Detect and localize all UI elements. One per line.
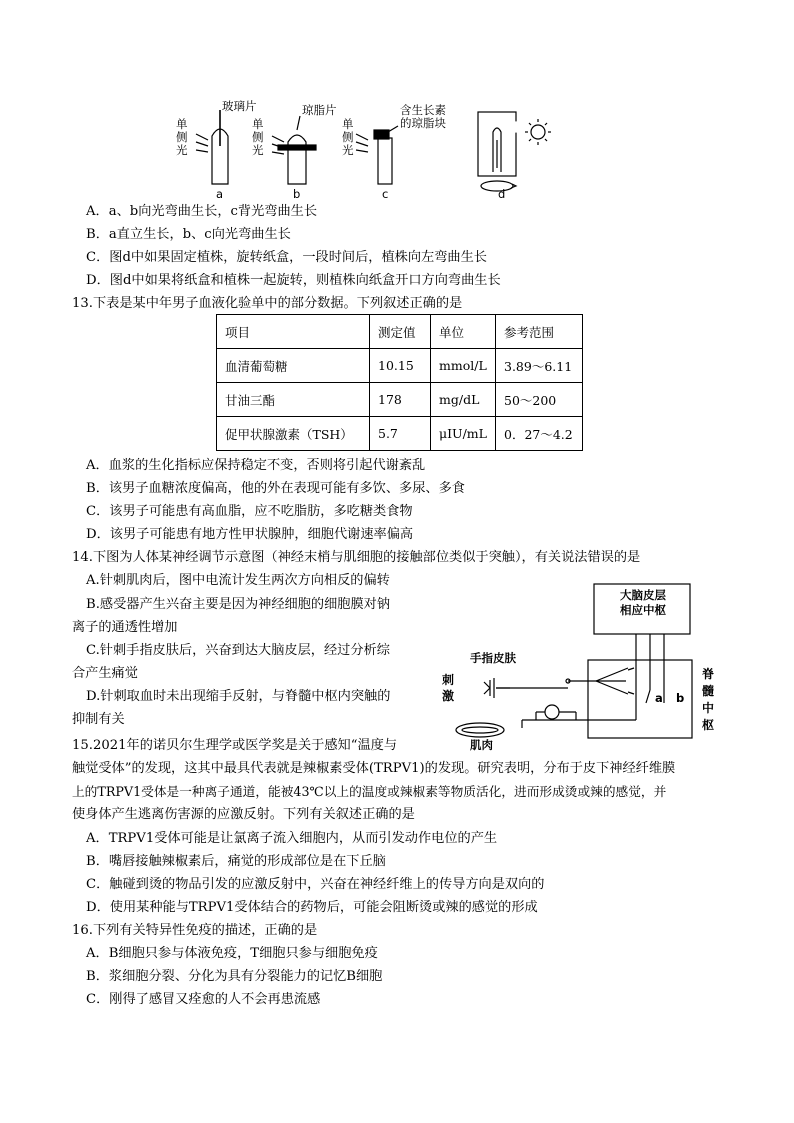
cell-item: 促甲状腺激素（TSH）: [217, 417, 370, 451]
label-muscle: 肌肉: [470, 738, 493, 752]
table-row: [217, 349, 583, 383]
q12-option-d: D．图d中如果将纸盒和植株一起旋转，则植株向纸盒开口方向弯曲生长: [86, 273, 501, 288]
q14-stem: 14.下图为人体某神经调节示意图（神经末梢与肌细胞的接触部位类似于突触），有关说法错误的是: [72, 550, 641, 565]
q16-stem: 16.下列有关特异性免疫的描述，正确的是: [72, 923, 318, 938]
q14-line-c2: 合产生痛觉: [72, 666, 138, 681]
cell-value: 10.15: [370, 349, 431, 383]
q16-option-a: A．B细胞只参与体液免疫，T细胞只参与细胞免疫: [86, 946, 378, 961]
col-unit: 单位: [431, 315, 496, 349]
q15-option-a: A．TRPV1受体可能是让氯离子流入细胞内，从而引发动作电位的产生: [86, 831, 498, 846]
label-fig-c: c: [382, 187, 389, 201]
label-a-light: 单 侧 光: [176, 117, 188, 157]
q13-option-b: B．该男子血糖浓度偏高，他的外在表现可能有多饮、多尿、多食: [86, 481, 465, 496]
label-b-light: 单 侧 光: [252, 117, 264, 157]
col-value: 测定值: [370, 315, 431, 349]
q13-option-a: A．血浆的生化指标应保持稳定不变，否则将引起代谢紊乱: [86, 458, 426, 473]
q15-option-b: B．嘴唇接触辣椒素后，痛觉的形成部位是在下丘脑: [86, 854, 386, 869]
q14-line-d2: 抑制有关: [72, 712, 125, 727]
q14-line-a: A.针刺肌肉后，图中电流计发生两次方向相反的偏转: [86, 573, 390, 588]
cell-range: 0．27～4.2: [496, 417, 583, 451]
label-skin: 手指皮肤: [470, 651, 516, 665]
q12-option-b: B．a直立生长，b、c向光弯曲生长: [86, 227, 291, 242]
nerve-diagram: [436, 578, 736, 752]
q15-option-c: C．触碰到烫的物品引发的应激反射中，兴奋在神经纤维上的传导方向是双向的: [86, 877, 545, 892]
q14-line-c: C.针刺手指皮肤后，兴奋到达大脑皮层，经过分析综: [86, 643, 390, 658]
lab-table: [216, 314, 583, 451]
label-stimulus: 刺 激: [442, 673, 455, 703]
q15-line-4: 使身体产生逃离伤害源的应激反射。下列有关叙述正确的是: [72, 807, 415, 822]
q15-line-3: 上的TRPV1受体是一种离子通道，能被43℃以上的温度或辣椒素等物质活化，进而形成烫或辣的感觉，并: [72, 784, 667, 799]
label-spinal-center: 脊 髓 中 枢: [702, 667, 715, 732]
q12-option-c: C．图d中如果固定植株，旋转纸盒，一段时间后，植株向左弯曲生长: [86, 250, 487, 265]
cell-range: 3.89～6.11: [496, 349, 583, 383]
q13-stem: 13.下表是某中年男子血液化验单中的部分数据。下列叙述正确的是: [72, 296, 463, 311]
label-c-light: 单 侧 光: [342, 117, 354, 157]
label-glass: 玻璃片: [222, 99, 257, 113]
cell-unit: mmol/L: [431, 349, 496, 383]
plant-figure: [160, 100, 560, 202]
q16-option-b: B．浆细胞分裂、分化为具有分裂能力的记忆B细胞: [86, 969, 383, 984]
col-range: 参考范围: [496, 315, 583, 349]
q15-option-d: D．使用某种能与TRPV1受体结合的药物后，可能会阻断烫或辣的感觉的形成: [86, 900, 538, 915]
cell-range: 50～200: [496, 383, 583, 417]
cell-unit: μIU/mL: [431, 417, 496, 451]
q15-line-1: 15.2021年的诺贝尔生理学或医学奖是关于感知“温度与: [72, 738, 398, 753]
label-fig-d: d: [498, 187, 506, 201]
cell-value: 5.7: [370, 417, 431, 451]
q13-option-c: C．该男子可能患有高血脂，应不吃脂肪，多吃糖类食物: [86, 504, 413, 519]
label-fig-a: a: [216, 187, 224, 201]
cell-unit: mg/dL: [431, 383, 496, 417]
q14-line-b2: 离子的通透性增加: [72, 620, 178, 635]
label-fig-b: b: [293, 187, 301, 201]
q14-line-d: D.针刺取血时未出现缩手反射，与脊髓中枢内突触的: [86, 689, 391, 704]
q12-option-a: A．a、b向光弯曲生长，c背光弯曲生长: [86, 204, 318, 219]
q14-line-b: B.感受器产生兴奋主要是因为神经细胞的细胞膜对钠: [86, 597, 391, 612]
label-block: 含生长素 的琼脂块: [400, 103, 446, 130]
q13-option-d: D．该男子可能患有地方性甲状腺肿，细胞代谢速率偏高: [86, 527, 414, 542]
q15-line-2: 触觉受体”的发现，这其中最具代表就是辣椒素受体(TRPV1)的发现。研究表明，分布于皮下神经纤维膜: [72, 761, 676, 776]
cell-item: 血清葡萄糖: [217, 349, 370, 383]
q16-option-c: C．刚得了感冒又痊愈的人不会再患流感: [86, 992, 321, 1007]
cell-value: 178: [370, 383, 431, 417]
col-item: 项目: [217, 315, 370, 349]
label-point-a: a: [655, 691, 663, 705]
label-cortex: 大脑皮层 相应中枢: [620, 588, 666, 617]
cell-item: 甘油三酯: [217, 383, 370, 417]
lab-table-header: [217, 315, 583, 349]
label-point-b: b: [676, 691, 685, 705]
table-row: [217, 383, 583, 417]
label-agar: 琼脂片: [302, 103, 337, 117]
table-row: [217, 417, 583, 451]
